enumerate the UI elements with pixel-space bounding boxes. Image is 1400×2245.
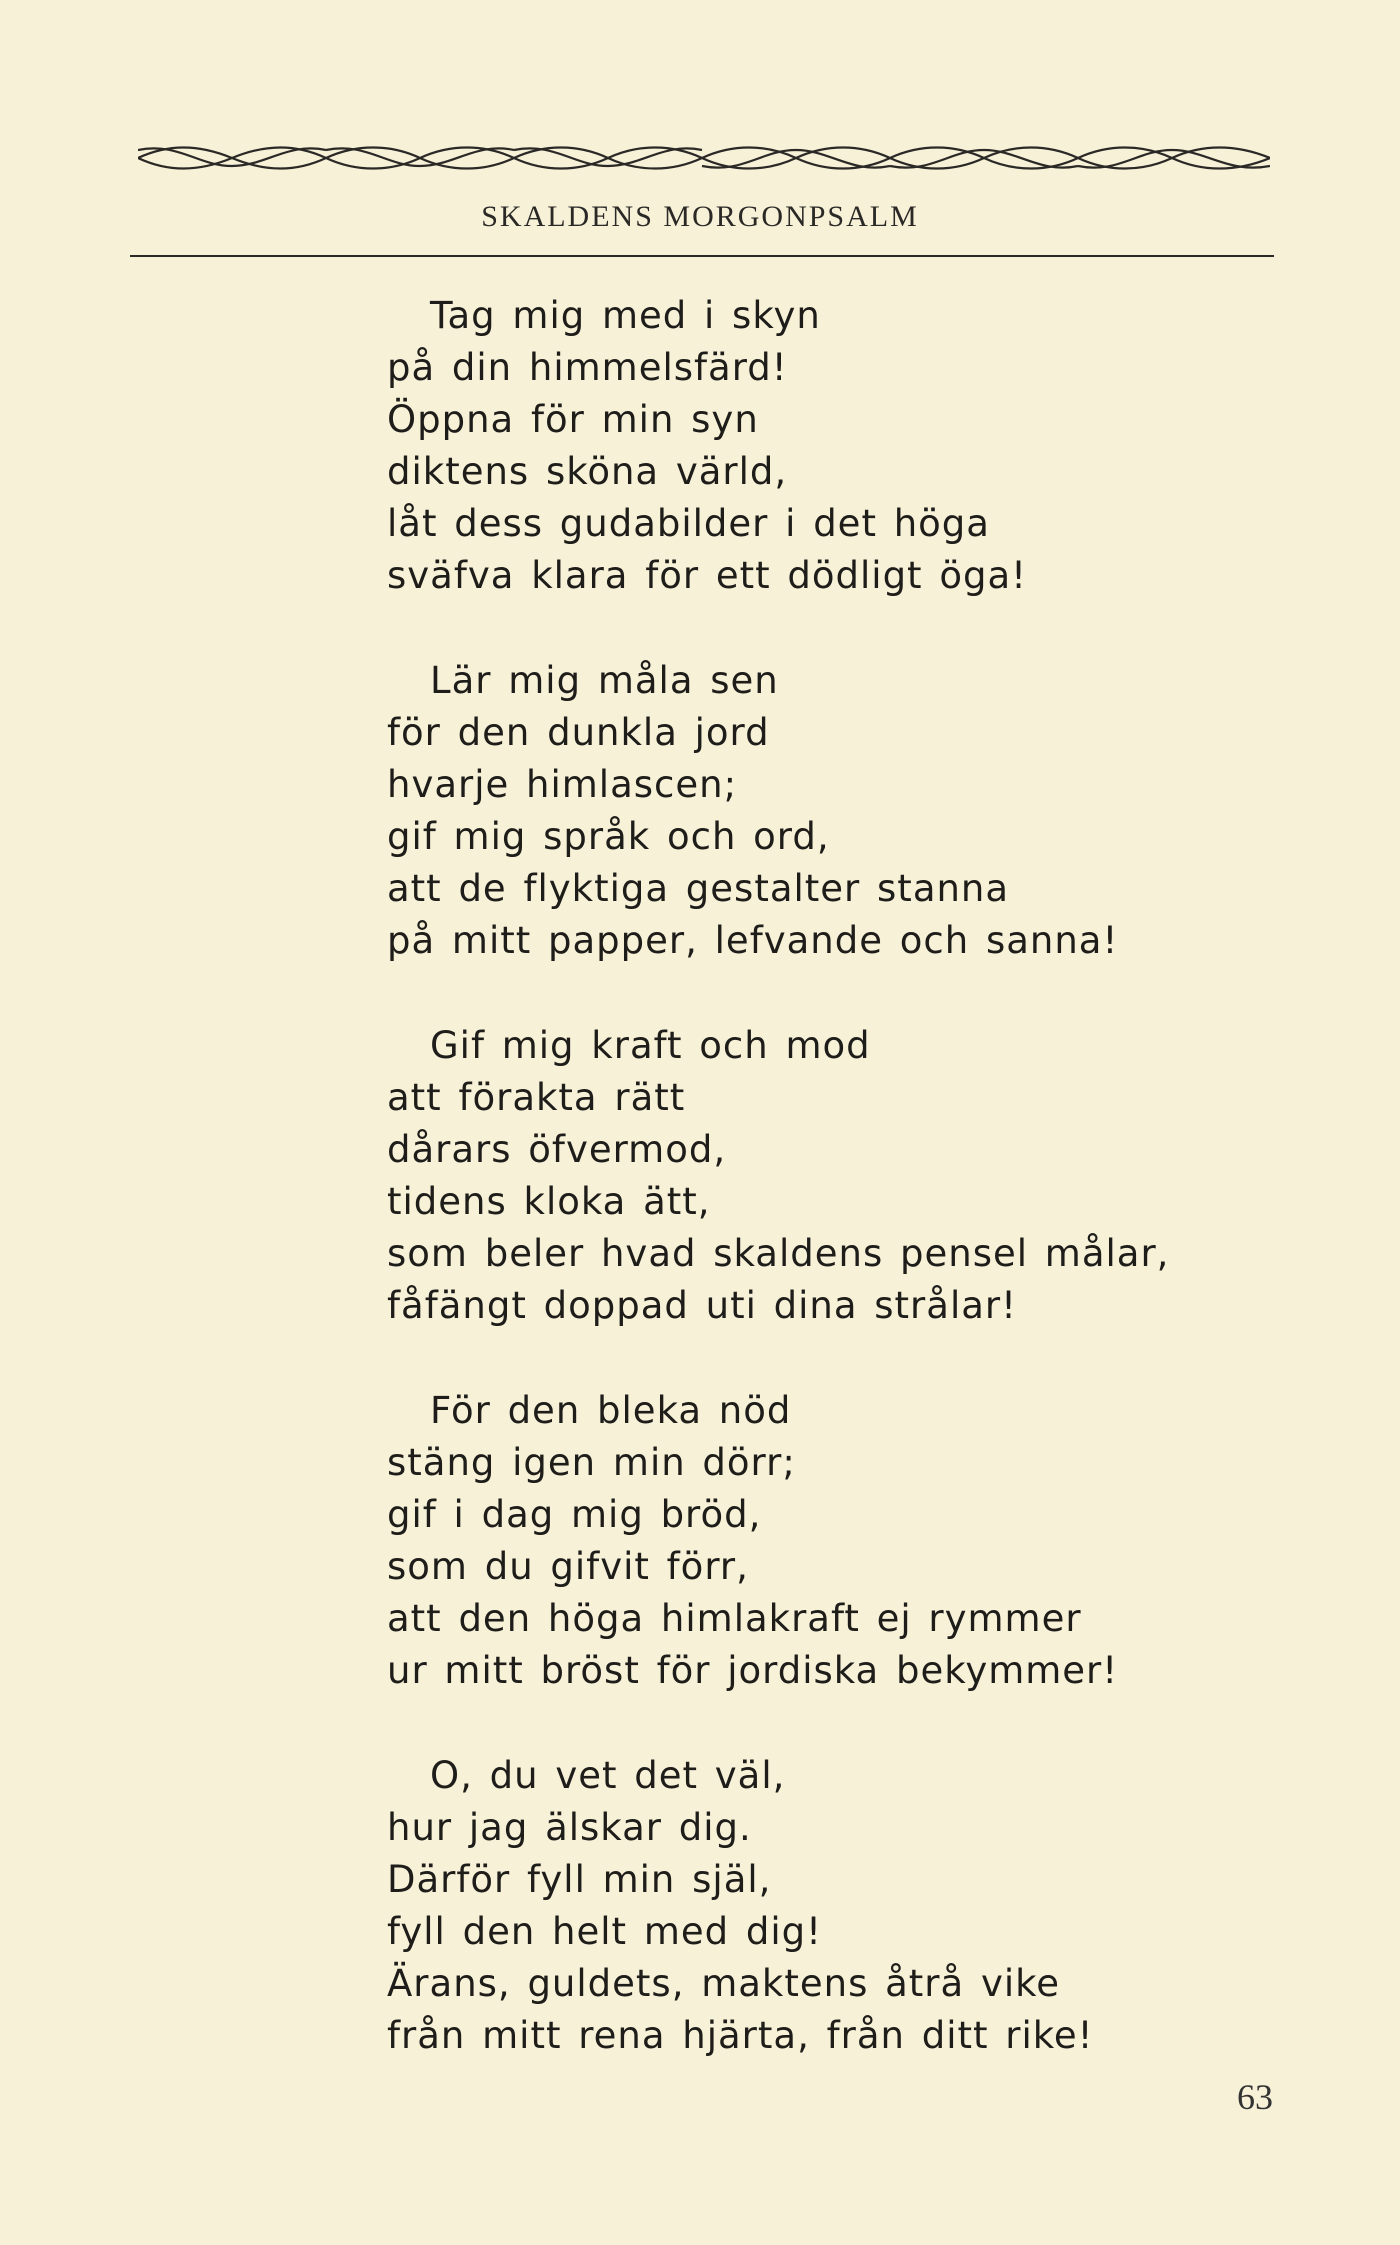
verse-line: Lär mig måla sen <box>430 659 779 702</box>
verse-line: För den bleka nöd <box>430 1389 792 1432</box>
verse-line: ur mitt bröst för jordiska bekymmer! <box>387 1649 1119 1692</box>
verse-line: Öppna för min syn <box>387 398 759 441</box>
stanza-2 <box>387 655 1287 967</box>
verse-line: för den dunkla jord <box>387 711 770 754</box>
verse-line: hvarje himlascen; <box>387 763 738 806</box>
verse-line: Ärans, guldets, maktens åtrå vike <box>387 1962 1060 2005</box>
verse-line: att de flyktiga gestalter stanna <box>387 867 1010 910</box>
verse-line: som beler hvad skaldens pensel målar, <box>387 1232 1170 1275</box>
verse-line: gif mig språk och ord, <box>387 815 830 858</box>
verse-line: hur jag älskar dig. <box>387 1806 752 1849</box>
verse-line: sväfva klara för ett dödligt öga! <box>387 554 1027 597</box>
verse-line: fåfängt doppad uti dina strålar! <box>387 1284 1017 1327</box>
verse-line: dårars öfvermod, <box>387 1128 727 1171</box>
verse-line: stäng igen min dörr; <box>387 1441 796 1484</box>
verse-line: på mitt papper, lefvande och sanna! <box>387 919 1119 962</box>
poem <box>387 290 1287 2115</box>
page-number: 63 <box>1237 2077 1273 2117</box>
stanza-1 <box>387 290 1287 602</box>
verse-line: Därför fyll min själ, <box>387 1858 772 1901</box>
verse-line: som du gifvit förr, <box>387 1545 749 1588</box>
stanza-3 <box>387 1020 1287 1332</box>
header-rule <box>130 255 1274 257</box>
verse-line: från mitt rena hjärta, från ditt rike! <box>387 2014 1094 2057</box>
stanza-5 <box>387 1750 1287 2062</box>
verse-line: fyll den helt med dig! <box>387 1910 822 1953</box>
verse-line: Gif mig kraft och mod <box>430 1024 871 1067</box>
decorative-braid-ornament <box>138 140 1270 176</box>
verse-line: diktens sköna värld, <box>387 450 788 493</box>
verse-line: O, du vet det väl, <box>430 1754 786 1797</box>
verse-line: låt dess gudabilder i det höga <box>387 502 990 545</box>
verse-line: på din himmelsfärd! <box>387 346 788 389</box>
verse-line: Tag mig med i skyn <box>430 294 821 337</box>
verse-line: gif i dag mig bröd, <box>387 1493 762 1536</box>
verse-line: att den höga himlakraft ej rymmer <box>387 1597 1082 1640</box>
stanza-4 <box>387 1385 1287 1697</box>
running-title: SKALDENS MORGONPSALM <box>481 200 919 233</box>
verse-line: att förakta rätt <box>387 1076 686 1119</box>
verse-line: tidens kloka ätt, <box>387 1180 711 1223</box>
